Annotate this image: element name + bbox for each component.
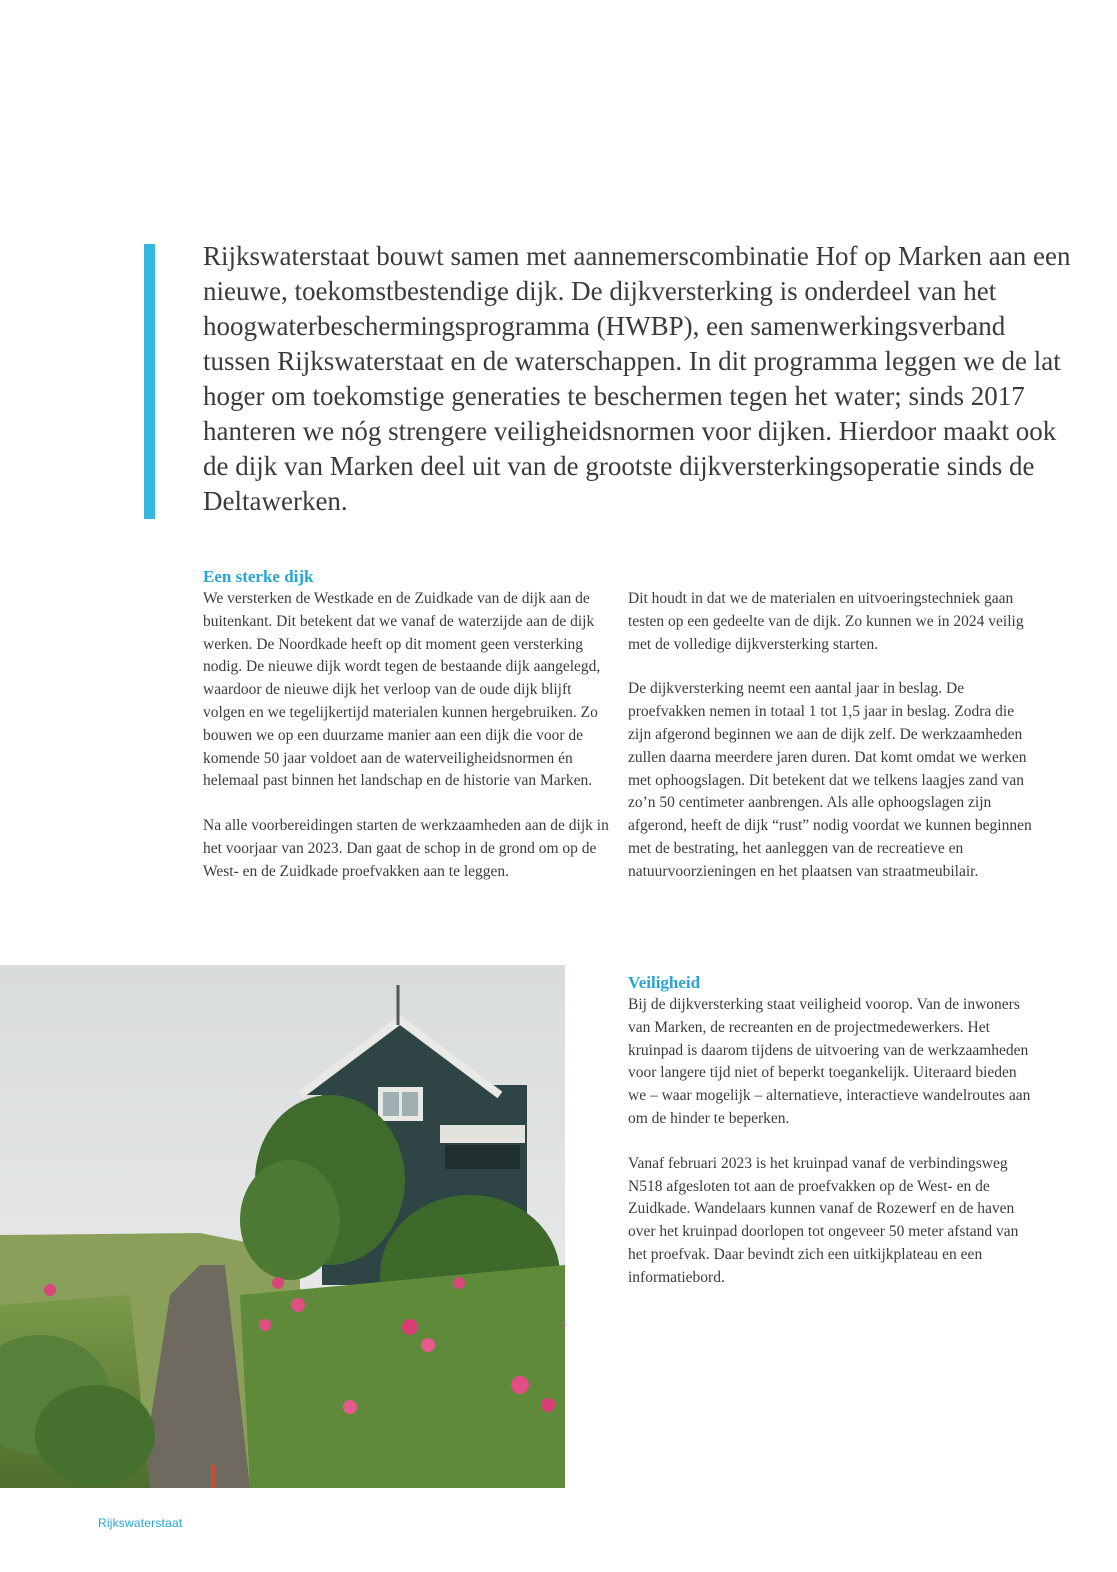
intro-accent-bar <box>144 244 155 519</box>
dike-photo <box>0 965 565 1488</box>
section-heading-veiligheid: Veiligheid <box>628 973 701 992</box>
photo-illustration <box>0 965 565 1488</box>
veiligheid-section <box>628 972 1038 1312</box>
intro-paragraph: Rijkswaterstaat bouwt samen met aannemerscombinatie Hof op Marken aan een nieuwe, toekomstbestendige dijk. De dijkversterking is onderdeel van het hoogwaterbeschermingsprogramma (HWBP), een samenwerkingsverband tussen Rijkswaterstaat en de waterschappen. In dit programma leggen we de lat hoger om toekomstige generaties te beschermen tegen het water; sinds 2017 hanteren we nóg strengere veiligheidsnormen voor dijken. Hierdoor maakt ook de dijk van Marken deel uit van de grootste dijkversterkingsoperatie sinds de Deltawerken. <box>203 241 1071 516</box>
section-heading-sterke-dijk: Een sterke dijk <box>203 567 314 586</box>
paragraph: De dijkversterking neemt een aantal jaar in beslag. De proefvakken nemen in totaal 1 tot 1,5 jaar in beslag. Zodra die zijn afgerond beginnen we aan de dijk zelf. De werkzaamheden zullen daarna meerdere jaren duren. Dat komt omdat we werken met ophoogslagen. Dit betekent dat we telkens laagjes zand van zo’n 50 centimeter aanbrengen. Als alle ophoogslagen zijn afgerond, heeft de dijk “rust” nodig voordat we kunnen beginnen met de bestrating, het aanleggen van de recreatieve en natuurvoorzieningen en het plaatsen van straatmeubilair. <box>628 680 1032 880</box>
paragraph: Dit houdt in dat we de materialen en uitvoeringstechniek gaan testen op een gedeelte van de dijk. Zo kunnen we in 2024 veilig met de volledige dijkversterking starten. <box>628 590 1024 653</box>
paragraph: Bij de dijkversterking staat veiligheid voorop. Van de inwoners van Marken, de recreanten en de projectmedewerkers. Het kruinpad is daarom tijdens de uitvoering van de werkzaamheden voor langere tijd niet of beperkt toegankelijk. Uiteraard bieden we – waar mogelijk – alternatieve, interactieve wandelroutes aan om de hinder te beperken. <box>628 996 1031 1127</box>
paragraph: Vanaf februari 2023 is het kruinpad vanaf de verbindingsweg N518 afgesloten tot aan de proefvakken op de West- en de Zuidkade. Wandelaars kunnen vanaf de Rozewerf en de haven over het kruinpad doorlopen tot ongeveer 50 meter afstand van het proefvak. Daar bevindt zich een uitkijkplateau en een informatiebord. <box>628 1154 1019 1286</box>
right-text-column <box>628 566 1038 906</box>
paragraph: We versterken de Westkade en de Zuidkade van de dijk aan de buitenkant. Dit betekent dat we vanaf de waterzijde aan de dijk werken. De Noordkade heeft op dit moment geen versterking nodig. De nieuwe dijk wordt tegen de bestaande dijk aangelegd, waardoor de nieuwe dijk het verloop van de oude dijk blijft volgen en we tegelijkertijd materialen kunnen hergebruiken. Zo bouwen we op een duurzame manier aan een dijk die voor de komende 50 jaar voldoet aan de waterveiligheidsnormen én helemaal past binnen het landschap en de historie van Marken. <box>203 590 601 790</box>
left-text-column <box>203 566 613 906</box>
footer-brand: Rijkswaterstaat <box>98 1516 183 1530</box>
paragraph: Na alle voorbereidingen starten de werkzaamheden aan de dijk in het voorjaar van 2023. Dan gaat de schop in de grond om op de West- en de Zuidkade proefvakken aan te leggen. <box>203 817 609 880</box>
column-spacer <box>628 566 1038 588</box>
